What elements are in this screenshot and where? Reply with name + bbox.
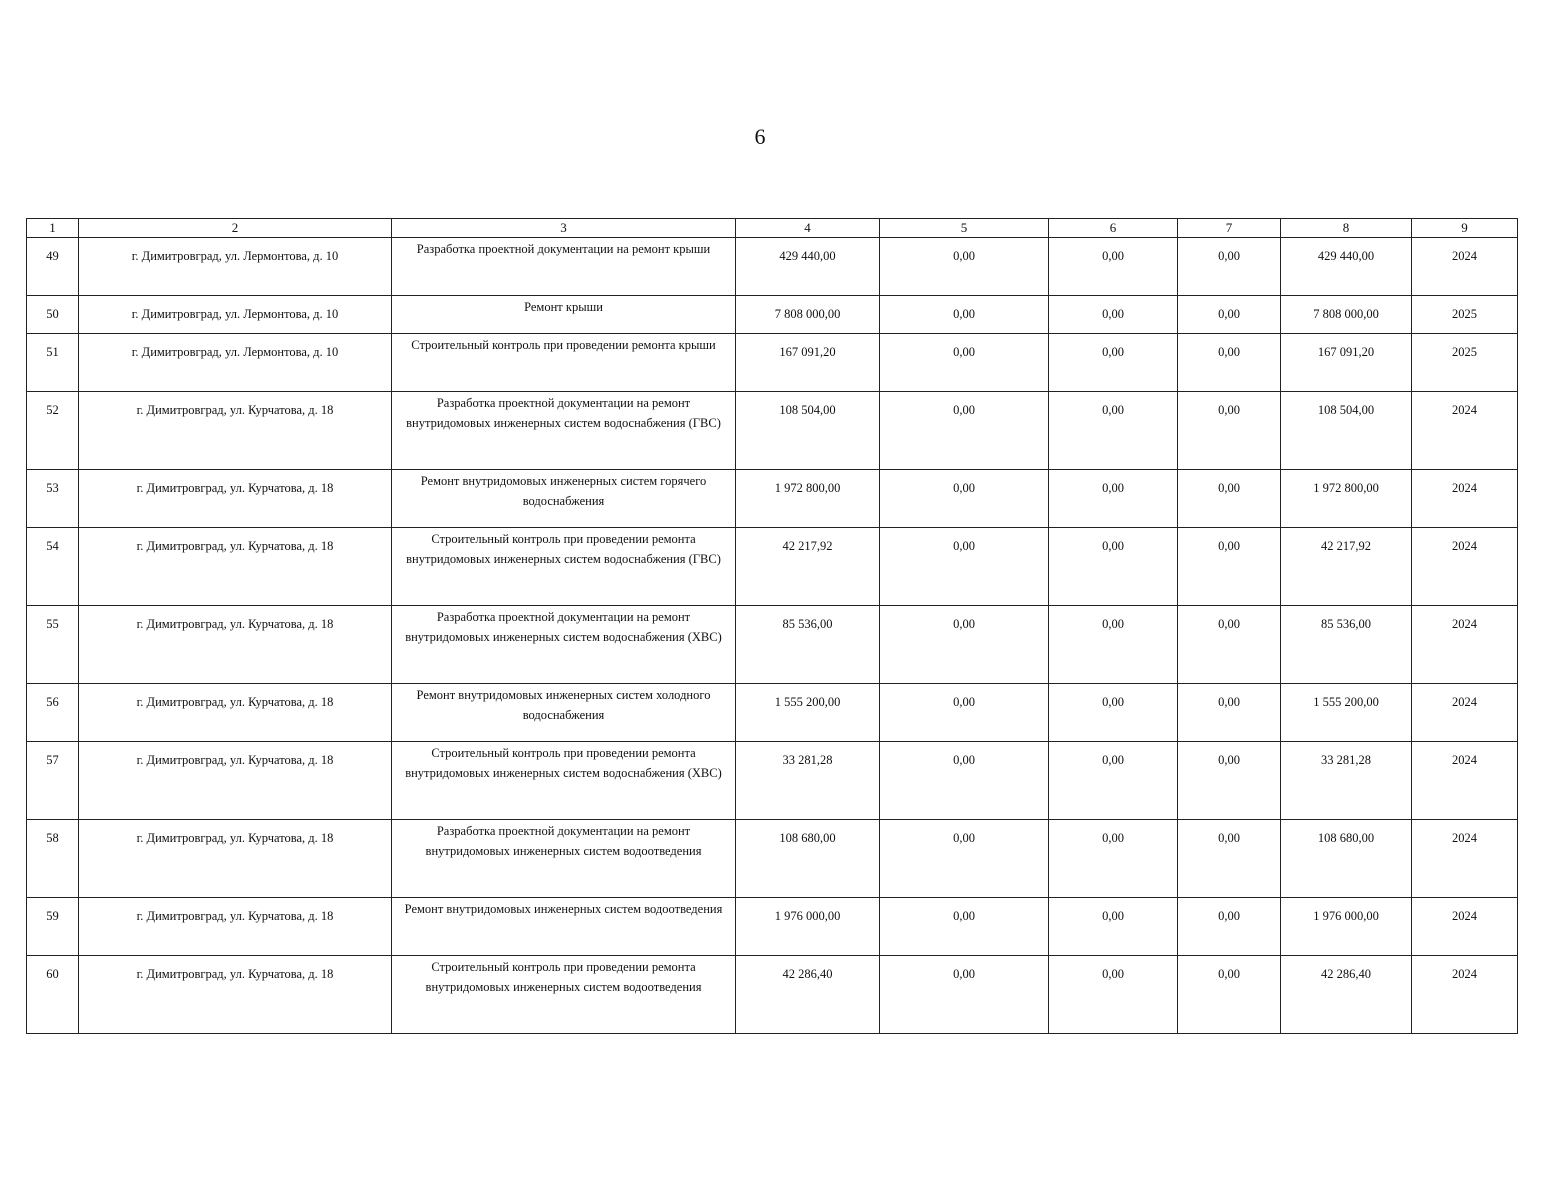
year-cell: 2024 (1412, 898, 1518, 956)
fund-cost-cell: 42 217,92 (1281, 528, 1412, 606)
column-header: 6 (1049, 219, 1178, 238)
row-number: 49 (27, 238, 79, 296)
total-cost-cell: 85 536,00 (736, 606, 880, 684)
address-cell: г. Димитровград, ул. Курчатова, д. 18 (79, 956, 392, 1034)
address-cell: г. Димитровград, ул. Курчатова, д. 18 (79, 470, 392, 528)
work-type-cell: Разработка проектной документации на ремонт внутридомовых инженерных систем водоснабжения (ГВС) (392, 392, 736, 470)
cost-col7-cell: 0,00 (1178, 742, 1281, 820)
address-cell: г. Димитровград, ул. Курчатова, д. 18 (79, 528, 392, 606)
total-cost-cell: 42 217,92 (736, 528, 880, 606)
work-type-cell: Ремонт крыши (392, 296, 736, 334)
table-row (27, 296, 1518, 334)
total-cost-cell: 429 440,00 (736, 238, 880, 296)
cost-col6-cell: 0,00 (1049, 470, 1178, 528)
cost-col5-cell: 0,00 (880, 392, 1049, 470)
cost-col6-cell: 0,00 (1049, 820, 1178, 898)
fund-cost-cell: 1 972 800,00 (1281, 470, 1412, 528)
row-number: 54 (27, 528, 79, 606)
work-type-cell: Строительный контроль при проведении ремонта крыши (392, 334, 736, 392)
year-cell: 2024 (1412, 742, 1518, 820)
work-type-cell: Разработка проектной документации на ремонт крыши (392, 238, 736, 296)
cost-col5-cell: 0,00 (880, 296, 1049, 334)
table-row (27, 684, 1518, 742)
table-row (27, 956, 1518, 1034)
year-cell: 2024 (1412, 528, 1518, 606)
total-cost-cell: 108 504,00 (736, 392, 880, 470)
work-type-cell: Ремонт внутридомовых инженерных систем водоотведения (392, 898, 736, 956)
fund-cost-cell: 85 536,00 (1281, 606, 1412, 684)
address-cell: г. Димитровград, ул. Курчатова, д. 18 (79, 820, 392, 898)
cost-col6-cell: 0,00 (1049, 238, 1178, 296)
total-cost-cell: 1 976 000,00 (736, 898, 880, 956)
total-cost-cell: 33 281,28 (736, 742, 880, 820)
table-row (27, 334, 1518, 392)
cost-col6-cell: 0,00 (1049, 334, 1178, 392)
table-row (27, 742, 1518, 820)
cost-col6-cell: 0,00 (1049, 296, 1178, 334)
fund-cost-cell: 33 281,28 (1281, 742, 1412, 820)
column-header: 1 (27, 219, 79, 238)
cost-col7-cell: 0,00 (1178, 296, 1281, 334)
table-row (27, 238, 1518, 296)
address-cell: г. Димитровград, ул. Лермонтова, д. 10 (79, 238, 392, 296)
column-header: 3 (392, 219, 736, 238)
year-cell: 2025 (1412, 296, 1518, 334)
cost-col5-cell: 0,00 (880, 742, 1049, 820)
work-type-cell: Строительный контроль при проведении ремонта внутридомовых инженерных систем водоотведения (392, 956, 736, 1034)
year-cell: 2024 (1412, 238, 1518, 296)
address-cell: г. Димитровград, ул. Курчатова, д. 18 (79, 606, 392, 684)
year-cell: 2024 (1412, 392, 1518, 470)
year-cell: 2025 (1412, 334, 1518, 392)
fund-cost-cell: 42 286,40 (1281, 956, 1412, 1034)
cost-col7-cell: 0,00 (1178, 528, 1281, 606)
cost-col6-cell: 0,00 (1049, 956, 1178, 1034)
fund-cost-cell: 7 808 000,00 (1281, 296, 1412, 334)
fund-cost-cell: 167 091,20 (1281, 334, 1412, 392)
row-number: 60 (27, 956, 79, 1034)
column-header: 7 (1178, 219, 1281, 238)
cost-col6-cell: 0,00 (1049, 898, 1178, 956)
cost-col7-cell: 0,00 (1178, 898, 1281, 956)
address-cell: г. Димитровград, ул. Курчатова, д. 18 (79, 684, 392, 742)
cost-col6-cell: 0,00 (1049, 528, 1178, 606)
row-number: 57 (27, 742, 79, 820)
table-row (27, 470, 1518, 528)
column-header: 8 (1281, 219, 1412, 238)
year-cell: 2024 (1412, 956, 1518, 1034)
row-number: 50 (27, 296, 79, 334)
table-row (27, 820, 1518, 898)
cost-col5-cell: 0,00 (880, 334, 1049, 392)
total-cost-cell: 108 680,00 (736, 820, 880, 898)
work-type-cell: Разработка проектной документации на ремонт внутридомовых инженерных систем водоснабжения (ХВС) (392, 606, 736, 684)
cost-col5-cell: 0,00 (880, 898, 1049, 956)
total-cost-cell: 42 286,40 (736, 956, 880, 1034)
row-number: 55 (27, 606, 79, 684)
cost-col6-cell: 0,00 (1049, 392, 1178, 470)
address-cell: г. Димитровград, ул. Курчатова, д. 18 (79, 392, 392, 470)
fund-cost-cell: 108 504,00 (1281, 392, 1412, 470)
column-header: 2 (79, 219, 392, 238)
row-number: 59 (27, 898, 79, 956)
work-type-cell: Ремонт внутридомовых инженерных систем горячего водоснабжения (392, 470, 736, 528)
year-cell: 2024 (1412, 684, 1518, 742)
cost-col6-cell: 0,00 (1049, 742, 1178, 820)
cost-col7-cell: 0,00 (1178, 820, 1281, 898)
cost-col7-cell: 0,00 (1178, 392, 1281, 470)
year-cell: 2024 (1412, 606, 1518, 684)
total-cost-cell: 1 972 800,00 (736, 470, 880, 528)
page-number: 6 (754, 124, 766, 149)
total-cost-cell: 7 808 000,00 (736, 296, 880, 334)
cost-col6-cell: 0,00 (1049, 684, 1178, 742)
table-row (27, 606, 1518, 684)
fund-cost-cell: 108 680,00 (1281, 820, 1412, 898)
row-number: 53 (27, 470, 79, 528)
cost-col7-cell: 0,00 (1178, 956, 1281, 1034)
repair-schedule-table (26, 218, 1518, 1034)
total-cost-cell: 167 091,20 (736, 334, 880, 392)
cost-col5-cell: 0,00 (880, 956, 1049, 1034)
table-row (27, 528, 1518, 606)
year-cell: 2024 (1412, 470, 1518, 528)
cost-col5-cell: 0,00 (880, 528, 1049, 606)
cost-col7-cell: 0,00 (1178, 238, 1281, 296)
address-cell: г. Димитровград, ул. Курчатова, д. 18 (79, 898, 392, 956)
column-header: 9 (1412, 219, 1518, 238)
address-cell: г. Димитровград, ул. Лермонтова, д. 10 (79, 334, 392, 392)
table-row (27, 392, 1518, 470)
row-number: 52 (27, 392, 79, 470)
row-number: 56 (27, 684, 79, 742)
year-cell: 2024 (1412, 820, 1518, 898)
header-row (27, 219, 1518, 238)
cost-col7-cell: 0,00 (1178, 470, 1281, 528)
table-row (27, 898, 1518, 956)
cost-col6-cell: 0,00 (1049, 606, 1178, 684)
cost-col7-cell: 0,00 (1178, 684, 1281, 742)
cost-col7-cell: 0,00 (1178, 606, 1281, 684)
column-header: 4 (736, 219, 880, 238)
cost-col5-cell: 0,00 (880, 684, 1049, 742)
cost-col5-cell: 0,00 (880, 820, 1049, 898)
fund-cost-cell: 1 555 200,00 (1281, 684, 1412, 742)
work-type-cell: Разработка проектной документации на ремонт внутридомовых инженерных систем водоотведения (392, 820, 736, 898)
cost-col7-cell: 0,00 (1178, 334, 1281, 392)
cost-col5-cell: 0,00 (880, 238, 1049, 296)
work-type-cell: Строительный контроль при проведении ремонта внутридомовых инженерных систем водоснабжения (ХВС) (392, 742, 736, 820)
row-number: 51 (27, 334, 79, 392)
cost-col5-cell: 0,00 (880, 606, 1049, 684)
total-cost-cell: 1 555 200,00 (736, 684, 880, 742)
address-cell: г. Димитровград, ул. Лермонтова, д. 10 (79, 296, 392, 334)
row-number: 58 (27, 820, 79, 898)
fund-cost-cell: 1 976 000,00 (1281, 898, 1412, 956)
work-type-cell: Строительный контроль при проведении ремонта внутридомовых инженерных систем водоснабжения (ГВС) (392, 528, 736, 606)
fund-cost-cell: 429 440,00 (1281, 238, 1412, 296)
column-header: 5 (880, 219, 1049, 238)
address-cell: г. Димитровград, ул. Курчатова, д. 18 (79, 742, 392, 820)
work-type-cell: Ремонт внутридомовых инженерных систем холодного водоснабжения (392, 684, 736, 742)
cost-col5-cell: 0,00 (880, 470, 1049, 528)
